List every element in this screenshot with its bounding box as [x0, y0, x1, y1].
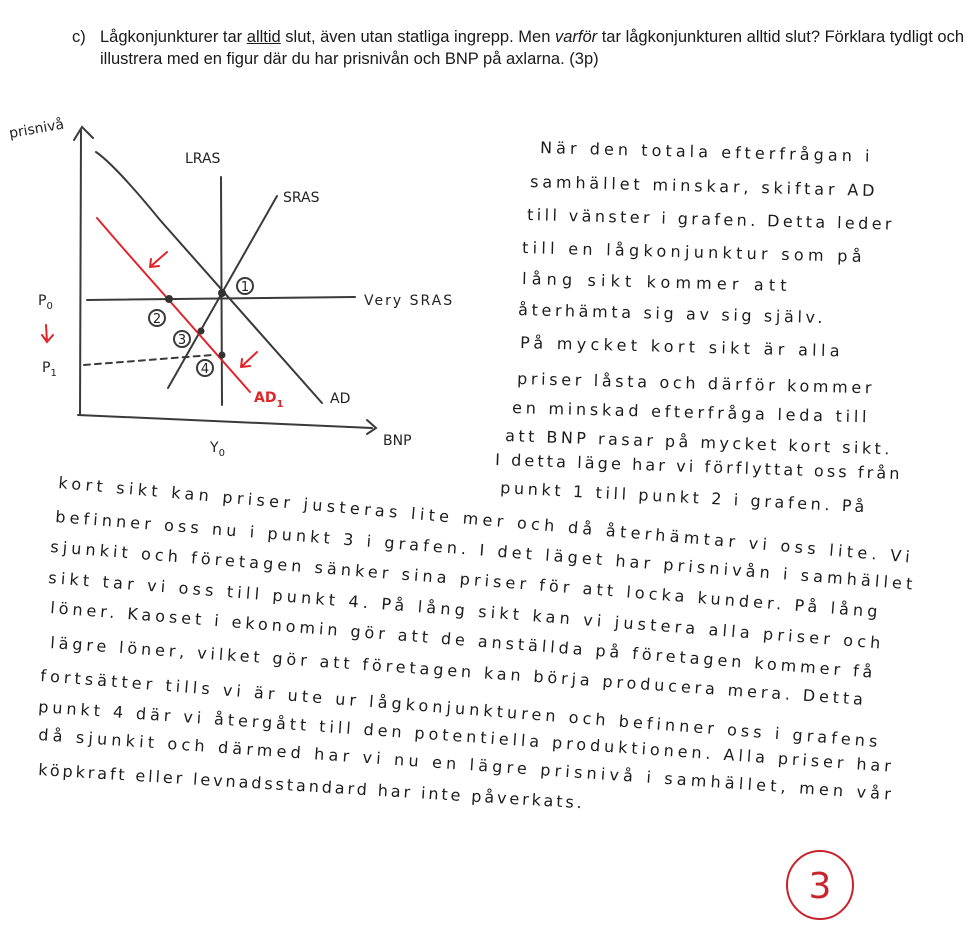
- equilibrium-point: [165, 295, 173, 303]
- question-label: c): [72, 28, 86, 46]
- y-axis: [80, 130, 81, 415]
- ad-label: AD: [330, 391, 351, 407]
- answer-line: lång sikt kommer att: [521, 269, 788, 295]
- very-sras-label: Very SRAS: [364, 293, 455, 309]
- y-axis-label: prisnivå: [7, 116, 66, 142]
- answer-line: sikt tar vi oss till punkt 4. På lång sikt kan vi justera alla priser och: [47, 568, 882, 653]
- grade-mark: [787, 851, 853, 919]
- question-italic-word: varför: [554, 28, 598, 46]
- point-label-1: 1: [240, 280, 250, 295]
- answer-line: att BNP rasar på mycket kort sikt.: [504, 426, 891, 459]
- equilibrium-point: [219, 352, 226, 359]
- point-label-4: 4: [200, 362, 210, 377]
- shift-arrow-icon: [241, 352, 257, 367]
- answer-line: priser låsta och därför kommer: [516, 369, 873, 398]
- answer-line: kort sikt kan priser justeras lite mer och då återhämtar vi oss lite. Vi: [57, 473, 912, 567]
- answer-line: lägre löner, vilket gör att företagen kan börja producera mera. Detta: [49, 633, 865, 709]
- point-label-2: 2: [152, 312, 162, 327]
- lras-label: LRAS: [185, 151, 221, 167]
- answer-line: återhämta sig av sig själv.: [517, 300, 824, 327]
- x-axis: [78, 415, 372, 428]
- question-part: slut, även utan statliga ingrepp. Men: [280, 28, 555, 46]
- ad1-curve: [97, 218, 250, 392]
- answer-line: När den totala efterfrågan i: [539, 138, 871, 166]
- question-underlined-word: alltid: [246, 28, 281, 46]
- ad1-label: $AD_1$: [254, 390, 284, 410]
- answer-line: till vänster i grafen. Detta leder: [526, 205, 893, 234]
- equilibrium-point: [218, 289, 226, 297]
- sras-label: SRAS: [283, 190, 320, 206]
- answer-line: då sjunkit och därmed har vi nu en lägre prisnivå i samhället, men vår: [37, 725, 892, 804]
- question-part: Lågkonjunkturer tar: [100, 28, 247, 46]
- price-down-arrow-icon: [42, 325, 53, 342]
- answer-line: På mycket kort sikt är alla: [519, 333, 841, 361]
- p1-dashed-line: [84, 355, 212, 365]
- answer-line: samhället minskar, skiftar AD: [529, 172, 876, 201]
- equilibrium-point: [198, 328, 205, 335]
- question-part: tar lågkonjunkturen alltid slut? Förklara tydligt och illustrera med en figur där du har prisnivån och BNP på axlarna. (3p): [100, 28, 964, 68]
- y-axis-arrow-icon: [74, 127, 93, 140]
- answer-line: sjunkit och företagen sänker sina priser för att locka kunder. På lång: [49, 537, 879, 622]
- answer-line: fortsätter tills vi är ute ur lågkonjunkturen och befinner oss i grafens: [39, 666, 879, 751]
- answer-line: punkt 4 där vi återgått till den potentiella produktionen. Alla priser har: [37, 697, 892, 776]
- answer-line: en minskad efterfråga leda till: [511, 398, 868, 427]
- point-label-3: 3: [177, 333, 187, 348]
- ad-as-diagram: [8, 116, 454, 459]
- answer-line: punkt 1 till punkt 2 i grafen. På: [499, 478, 866, 517]
- answer-line: I detta läge har vi förflyttat oss från: [494, 450, 901, 484]
- answer-line: till en lågkonjunktur som på: [521, 238, 863, 266]
- p1-label: $P_1$: [42, 360, 57, 379]
- answer-right-column: [495, 138, 900, 516]
- shift-arrow-icon: [150, 252, 167, 267]
- answer-line: löner. Kaoset i ekonomin gör att de anställda på företagen kommer få: [49, 598, 874, 682]
- y0-label: $Y_0$: [210, 440, 225, 459]
- grade-score: 3: [808, 866, 832, 907]
- x-axis-label: BNP: [383, 433, 412, 449]
- p0-label: $P_0$: [38, 293, 53, 312]
- answer-line: köpkraft eller levnadsstandard har inte påverkats.: [37, 760, 583, 813]
- answer-line: befinner oss nu i punkt 3 i grafen. I det läget har prisnivån i samhället: [54, 507, 914, 594]
- answer-full-width: [38, 473, 914, 812]
